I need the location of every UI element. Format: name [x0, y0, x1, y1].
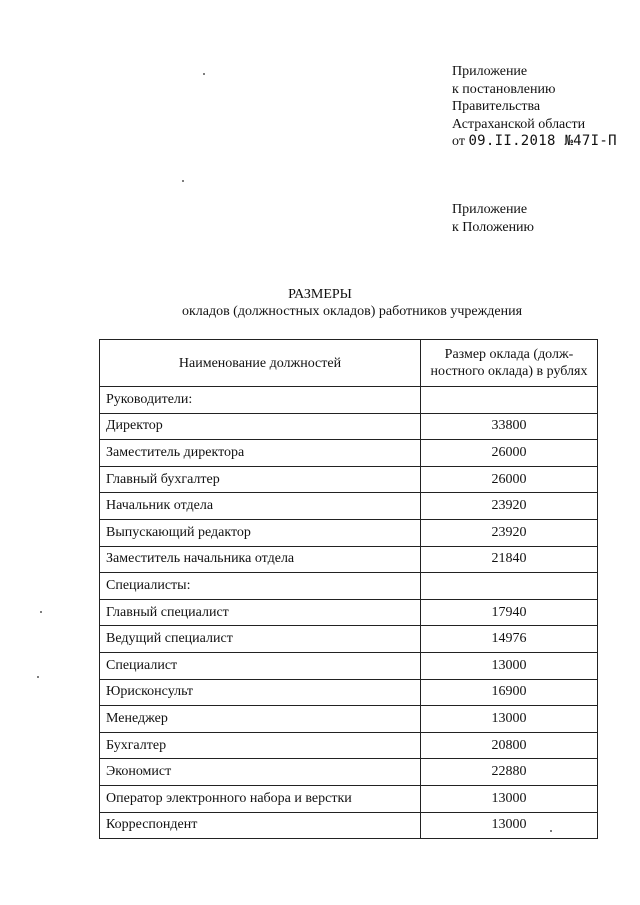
salary-value-cell: 26000: [421, 466, 598, 493]
salary-value-cell: 13000: [421, 652, 598, 679]
salary-value-cell: 13000: [421, 706, 598, 733]
date-number-line: [452, 133, 617, 151]
table-row: [100, 732, 598, 759]
salary-value-cell: 14976: [421, 626, 598, 653]
salary-value-cell: [421, 573, 598, 600]
appendix-label: Приложение: [452, 64, 528, 79]
column-header-salary-line2: ностного оклада) в рублях: [430, 364, 588, 379]
table-row: [100, 599, 598, 626]
position-name-cell: Главный специалист: [100, 599, 421, 626]
position-name-cell: Начальник отдела: [100, 493, 421, 520]
table-row: [100, 519, 598, 546]
position-name-cell: Руководители:: [100, 387, 421, 414]
table-row: [100, 546, 598, 573]
salary-table-body: [100, 387, 598, 839]
scan-speck: [550, 830, 552, 832]
column-header-salary: [421, 340, 598, 387]
position-name-cell: Специалисты:: [100, 573, 421, 600]
table-row: [100, 573, 598, 600]
salary-value-cell: 20800: [421, 732, 598, 759]
position-name-cell: Заместитель директора: [100, 440, 421, 467]
appendix-to-regulation-header: [452, 201, 534, 236]
salary-value-cell: 22880: [421, 759, 598, 786]
position-name-cell: Оператор электронного набора и верстки: [100, 785, 421, 812]
document-title: РАЗМЕРЫ: [288, 287, 352, 302]
table-row: [100, 493, 598, 520]
salary-value-cell: 23920: [421, 493, 598, 520]
government-line: Правительства: [452, 99, 541, 114]
position-name-cell: Главный бухгалтер: [100, 466, 421, 493]
position-name-cell: Ведущий специалист: [100, 626, 421, 653]
appendix-header: [452, 63, 617, 151]
table-row: [100, 679, 598, 706]
table-row: [100, 652, 598, 679]
table-row: [100, 785, 598, 812]
table-row: [100, 759, 598, 786]
position-name-cell: Менеджер: [100, 706, 421, 733]
resolution-line: к постановлению: [452, 81, 556, 97]
column-header-position: Наименование должностей: [100, 340, 421, 387]
column-header-salary-line1: Размер оклада (долж-: [444, 347, 574, 362]
table-row: [100, 387, 598, 414]
region-line: Астраханской области: [452, 116, 586, 132]
salary-table: [99, 339, 598, 839]
scan-speck: [37, 676, 39, 678]
position-name-cell: Выпускающий редактор: [100, 519, 421, 546]
table-row: [100, 812, 598, 839]
table-row: [100, 440, 598, 467]
table-row: [100, 706, 598, 733]
position-name-cell: Заместитель начальника отдела: [100, 546, 421, 573]
date-and-number: 09.II.2018 №47I-П: [468, 133, 617, 149]
table-row: [100, 466, 598, 493]
salary-value-cell: 26000: [421, 440, 598, 467]
appendix-label-2: Приложение: [452, 202, 528, 217]
salary-value-cell: 13000: [421, 785, 598, 812]
salary-value-cell: [421, 387, 598, 414]
position-name-cell: Бухгалтер: [100, 732, 421, 759]
position-name-cell: Экономист: [100, 759, 421, 786]
position-name-cell: Корреспондент: [100, 812, 421, 839]
position-name-cell: Специалист: [100, 652, 421, 679]
scan-speck: [203, 73, 205, 75]
position-name-cell: Юрисконсульт: [100, 679, 421, 706]
salary-value-cell: 13000: [421, 812, 598, 839]
table-header-row: [100, 340, 598, 387]
position-name-cell: Директор: [100, 413, 421, 440]
salary-value-cell: 33800: [421, 413, 598, 440]
salary-value-cell: 23920: [421, 519, 598, 546]
salary-value-cell: 16900: [421, 679, 598, 706]
salary-value-cell: 21840: [421, 546, 598, 573]
regulation-line: к Положению: [452, 219, 535, 235]
table-row: [100, 413, 598, 440]
date-prefix: от: [452, 134, 465, 149]
table-row: [100, 626, 598, 653]
salary-value-cell: 17940: [421, 599, 598, 626]
scan-speck: [182, 180, 184, 182]
scan-speck: [40, 611, 42, 613]
document-subtitle: окладов (должностных окладов) работников учреждения: [181, 304, 523, 319]
